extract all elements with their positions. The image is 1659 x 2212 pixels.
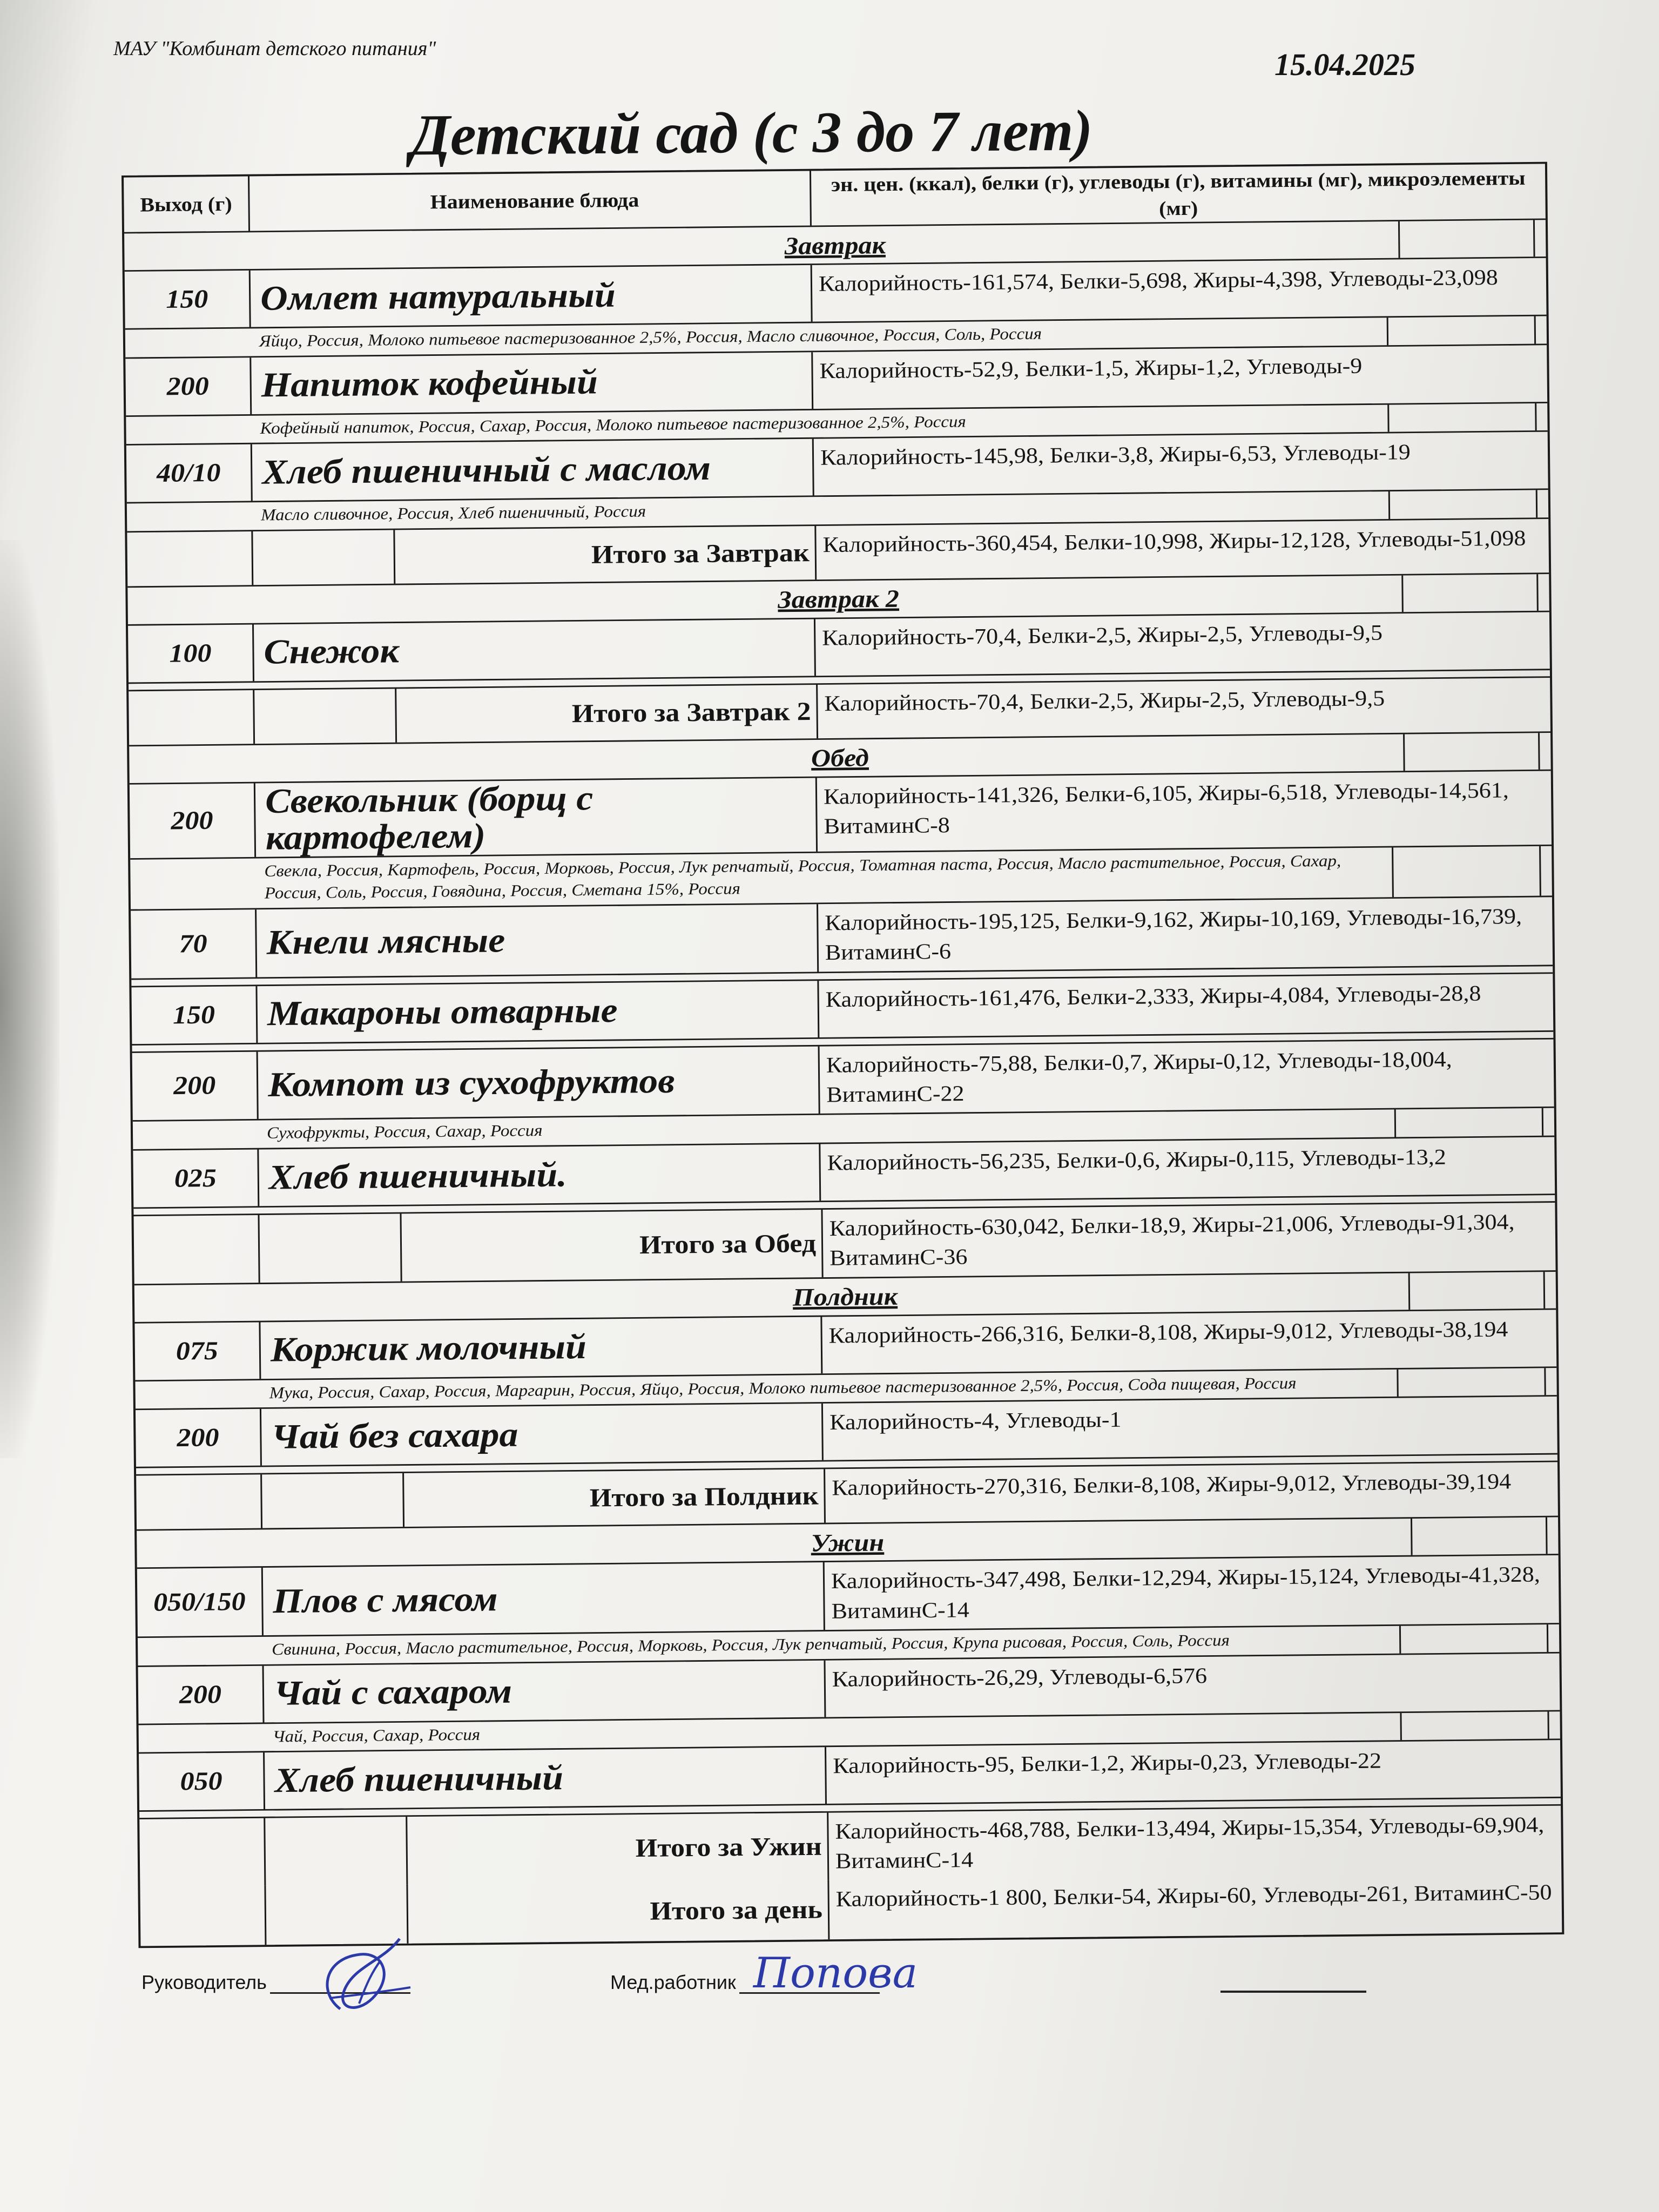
ingredients-stub-cell [1397, 1368, 1544, 1397]
dish-name: Кнели мясные [257, 904, 819, 977]
dish-name: Чай с сахаром [264, 1660, 826, 1722]
meal-total-label: Итого за Ужин [407, 1813, 829, 1884]
meal-total-label: Итого за Обед [401, 1210, 823, 1281]
med-label: Мед.работник [610, 1971, 736, 1993]
dish-output: 40/10 [126, 444, 253, 502]
meal-total-label: Итого за Завтрак 2 [396, 685, 818, 743]
dish-output: 150 [131, 986, 258, 1044]
ingredients-stub-cell [1387, 403, 1535, 432]
med-signature-text: Попова [753, 1949, 918, 1998]
dish-name: Хлеб пшеничный [265, 1747, 827, 1809]
meal-total-value: Калорийность-70,4, Белки-2,5, Жиры-2,5, Углеводы-9,5 [824, 685, 1385, 716]
ingredients-stub-cell-small [1539, 846, 1552, 895]
ingredients-stub-cell [1399, 1624, 1547, 1653]
dish-nutrition: Калорийность-161,476, Белки-2,333, Жиры-4,084, Углеводы-28,8 [825, 980, 1481, 1012]
day-total-label: Итого за день [408, 1880, 830, 1944]
dish-nutrition: Калорийность-52,9, Белки-1,5, Жиры-1,2, Углеводы-9 [819, 353, 1363, 383]
section-stub-cell [1403, 733, 1551, 771]
dish-name: Свекольник (борщ с картофелем) [255, 778, 818, 857]
dish-output: 70 [131, 909, 257, 978]
dish-name: Макароны отварные [257, 981, 819, 1043]
day-total-value: Калорийность-1 800, Белки-54, Жиры-60, Углеводы-261, ВитаминС-50 [835, 1879, 1552, 1912]
ingredients-stub-cell [1392, 846, 1540, 897]
dish-output: 200 [132, 1051, 259, 1120]
total-blank-cell [262, 1473, 404, 1528]
head-signature-image [308, 1928, 416, 2025]
dish-name: Чай без сахара [261, 1404, 824, 1466]
dish-row [131, 897, 1553, 980]
section-stub-cell [1411, 1518, 1559, 1555]
page-shadow [0, 540, 59, 1458]
dish-nutrition: Калорийность-161,574, Белки-5,698, Жиры-4,398, Углеводы-23,098 [818, 265, 1498, 296]
dish-name: Хлеб пшеничный. [259, 1144, 821, 1206]
total-output-blank [136, 1475, 262, 1529]
meal-title: Обед [811, 743, 869, 772]
section-stub-cell-small [1538, 733, 1551, 770]
section-stub-cell-small [1533, 220, 1546, 257]
ingredients-stub-cell-small [1542, 1108, 1554, 1136]
dish-nutrition: Калорийность-266,316, Белки-8,108, Жиры-9,012, Углеводы-38,194 [828, 1316, 1508, 1348]
dish-ingredients: Яйцо, Россия, Молоко питьевое пастеризованное 2,5%, Россия, Масло сливочное, Россия, Соль, Россия [259, 325, 1042, 351]
dish-nutrition: Калорийность-26,29, Углеводы-6,576 [832, 1663, 1208, 1691]
ingredients-stub-cell [1387, 316, 1534, 345]
ingredients-stub-cell [1388, 490, 1536, 518]
dish-name: Снежок [254, 619, 816, 681]
dish-ingredients: Чай, Россия, Сахар, Россия [272, 1725, 481, 1746]
dish-row [132, 1039, 1554, 1122]
column-header-name: Наименование блюда [249, 171, 812, 231]
meal-total-value: Калорийность-468,788, Белки-13,494, Жиры-15,354, Углеводы-69,904, ВитаминС-14 [835, 1812, 1545, 1874]
dish-row [130, 771, 1552, 859]
meal-total-label: Итого за Полдник [404, 1469, 826, 1527]
ingredients-stub-cell-small [1547, 1624, 1559, 1652]
dish-ingredients: Свинина, Россия, Масло растительное, Россия, Морковь, Россия, Лук репчатый, Россия, Крупа рисовая, Россия, Соль, Россия [272, 1631, 1230, 1659]
menu-date: 15.04.2025 [1274, 47, 1415, 82]
menu-body [124, 220, 1561, 1887]
dish-output: 200 [138, 1665, 265, 1723]
dish-output: 075 [134, 1322, 261, 1380]
dish-ingredients: Сухофрукты, Россия, Сахар, Россия [266, 1122, 543, 1143]
dish-output: 100 [128, 624, 254, 682]
ingredients-stub-cell-small [1534, 316, 1547, 343]
page-title: Детский сад (с 3 до 7 лет) [410, 98, 1093, 168]
dish-output: 050/150 [137, 1568, 264, 1636]
meal-total-label: Итого за Завтрак [395, 526, 817, 584]
dish-output: 200 [125, 358, 252, 415]
section-stub-cell-small [1543, 1272, 1556, 1309]
section-stub-cell-small [1546, 1518, 1559, 1554]
ingredients-stub-cell-small [1535, 403, 1547, 430]
dish-nutrition: Калорийность-75,88, Белки-0,7, Жиры-0,12, Углеводы-18,004, ВитаминС-22 [826, 1047, 1452, 1107]
meal-title: Завтрак [784, 230, 886, 260]
dish-name: Напиток кофейный [251, 352, 813, 414]
section-stub-cell [1401, 574, 1549, 612]
ingredients-stub-cell-small [1547, 1711, 1560, 1739]
dish-output: 200 [130, 783, 256, 858]
dish-name: Хлеб пшеничный с маслом [252, 439, 814, 501]
dish-output: 025 [133, 1149, 259, 1207]
dish-nutrition: Калорийность-70,4, Белки-2,5, Жиры-2,5, Углеводы-9,5 [822, 620, 1383, 650]
total-output-blank [129, 690, 255, 745]
column-header-nutrition: эн. цен. (ккал), белки (г), углеводы (г), витамины (мг), микроэлементы (мг) [831, 166, 1526, 220]
dish-name: Омлет натуральный [251, 265, 813, 327]
dish-name: Плов с мясом [263, 1562, 825, 1635]
dish-ingredients: Кофейный напиток, Россия, Сахар, Россия, Молоко питьевое пастеризованное 2,5%, Россия [260, 413, 966, 438]
meal-title: Полдник [792, 1282, 898, 1311]
dish-ingredients: Свекла, Россия, Картофель, Россия, Морковь, Россия, Лук репчатый, Россия, Томатная паста, Россия, Масло растительное, Россия, Сахар, Россия, Соль, Россия, Говядина, Россия, Сметана 15%, Россия [264, 852, 1341, 903]
dish-nutrition: Калорийность-347,498, Белки-12,294, Жиры-15,124, Углеводы-41,328, ВитаминС-14 [831, 1562, 1540, 1623]
dish-nutrition: Калорийность-4, Углеводы-1 [830, 1407, 1122, 1435]
dish-nutrition: Калорийность-56,235, Белки-0,6, Жиры-0,115, Углеводы-13,2 [827, 1144, 1446, 1175]
meal-total-value: Калорийность-630,042, Белки-18,9, Жиры-21,006, Углеводы-91,304, ВитаминС-36 [829, 1209, 1515, 1271]
meal-title: Завтрак 2 [778, 584, 900, 614]
total-output-blank [133, 1215, 260, 1284]
section-stub-cell-small [1536, 574, 1549, 611]
ingredients-stub-cell-small [1544, 1368, 1556, 1395]
organization-name: МАУ "Комбинат детского питания" [113, 37, 436, 60]
extra-signature-line [1220, 1991, 1366, 1993]
menu-table [122, 162, 1564, 1948]
section-stub-cell [1398, 220, 1546, 258]
total-blank-cell [253, 530, 395, 585]
meal-total-row [139, 1806, 1561, 1887]
section-stub-cell [1408, 1272, 1556, 1310]
total-blank-cell [254, 689, 397, 744]
dish-row [137, 1555, 1559, 1638]
dish-name: Компот из сухофруктов [258, 1046, 820, 1119]
meal-total-value: Калорийность-270,316, Белки-8,108, Жиры-9,012, Углеводы-39,194 [832, 1469, 1512, 1500]
dish-nutrition: Калорийность-195,125, Белки-9,162, Жиры-10,169, Углеводы-16,739, ВитаминС-6 [825, 903, 1522, 965]
total-blank-cell [265, 1817, 408, 1886]
ingredients-stub-cell-small [1536, 490, 1548, 517]
total-blank-cell [259, 1213, 402, 1283]
meal-title: Ужин [811, 1528, 885, 1557]
dish-output: 150 [125, 271, 251, 328]
dish-ingredients: Мука, Россия, Сахар, Россия, Маргарин, Россия, Яйцо, Россия, Молоко питьевое пастеризованное 2,5%, Россия, Сода пищевая, Россия [269, 1374, 1297, 1402]
head-label: Руководитель [141, 1971, 267, 1993]
meal-total-value: Калорийность-360,454, Белки-10,998, Жиры-12,128, Углеводы-51,098 [822, 525, 1526, 557]
dish-nutrition: Калорийность-145,98, Белки-3,8, Жиры-6,53, Углеводы-19 [820, 440, 1411, 470]
ingredients-stub-cell [1394, 1108, 1542, 1137]
column-header-output: Выход (г) [124, 176, 250, 232]
med-signature-image [751, 1944, 934, 2004]
total-output-blank [139, 1818, 266, 1887]
dish-name: Коржик молочный [260, 1317, 822, 1379]
dish-output: 050 [139, 1752, 265, 1810]
ingredients-stub-cell [1400, 1711, 1547, 1740]
total-output-blank [140, 1886, 266, 1946]
meal-total-row [133, 1203, 1555, 1285]
dish-output: 200 [136, 1409, 262, 1467]
dish-nutrition: Калорийность-95, Белки-1,2, Жиры-0,23, Углеводы-22 [833, 1748, 1382, 1778]
total-output-blank [127, 531, 253, 586]
dish-nutrition: Калорийность-141,326, Белки-6,105, Жиры-6,518, Углеводы-14,561, ВитаминС-8 [823, 777, 1509, 839]
dish-ingredients: Масло сливочное, Россия, Хлеб пшеничный, Россия [260, 502, 646, 524]
